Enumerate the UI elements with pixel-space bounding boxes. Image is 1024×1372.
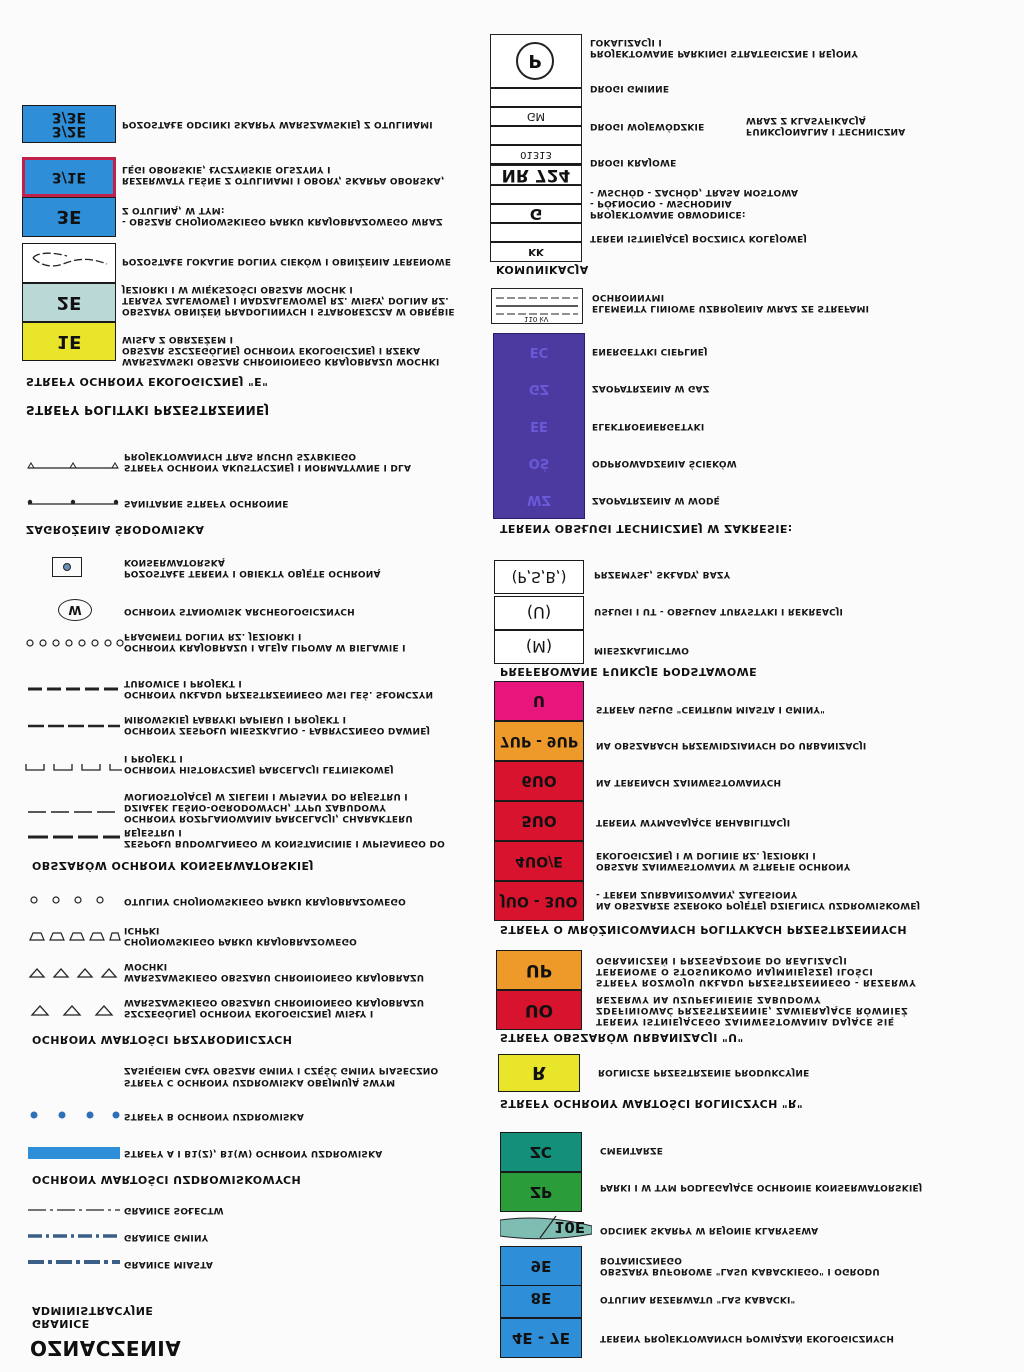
techniczne-gz-text: ZAOPATRZENIA W GAZ (592, 383, 710, 393)
konserwator-item-4a: OCHRONY ZESPOŁU MIESZKALNO - FABRYCZNEGO DAWNEJ (124, 725, 431, 735)
road-empty-cell (491, 186, 581, 204)
zroznicowane-2a: OBSZAR ZAINWESTOWANY W STREFIE OCHRONY (596, 861, 851, 871)
przyroda-item-2a: WARSZAWSKIEGO OBSZARU CHRONIONEGO KRAJOBRAZU (124, 972, 425, 982)
ekologia-skarpa: POZOSTAŁE ODCINKI SKARPY WARSZAWSKIEJ Z OTULINAMI (122, 119, 433, 129)
zone-3-3e-code: 3/3E (51, 109, 87, 125)
ekologia-3e-a: - OBSZAR CHOJNOWSKIEGO PARKU KRAJOBRAZOWEGO WRAZ (122, 216, 443, 226)
konserwator-item-2c: WOLNOSTOJĄCEJ W ZIELENI I WPISANY DO REJESTRU I (124, 791, 408, 801)
komunikacja-item-2b: - PÓŁNOCNO - WSCHODNIA (590, 198, 732, 208)
zroznicowane-header: STREFY O WRÓŻNICOWANYCH POLITYKACH PRZESTRZENNYCH (500, 923, 907, 936)
chpk-symbol (28, 931, 120, 943)
szczegolna-ochrona-symbol (28, 1005, 120, 1017)
zone-3-2e-3e-box (22, 105, 116, 143)
rolnicze-text: ROLNICZE PRZESTRZENIE PRODUKCYJNE (598, 1067, 810, 1077)
przyroda-item-1b: WARSZAWSKIEGO OBSZARU CHRONIONEGO KRAJOBRAZU (124, 997, 425, 1007)
uzdrowisko-item-2: STREFY B OCHRONY UZDROWISKA (124, 1111, 305, 1121)
legend-title: OZNACZENIA (30, 1336, 182, 1360)
tech-os-cell: OŚ (528, 455, 550, 470)
funkcje-header: PREFEROWANE FUNKCJE PODSTAWOWE (500, 665, 758, 678)
zroznicowane-2b: EKOLOGICZNEJ I W DOLINIE RZ. JEZIORKI I (596, 850, 816, 860)
zone-7up-9up-box: 7UP - 9UP (494, 721, 584, 761)
zone-3-2e-code: 3/2E (51, 123, 87, 139)
road-divider (491, 88, 581, 90)
granice-item-1: GRANICE MIASTA (124, 1259, 214, 1269)
zone-juo-3uo-box: JUO - 3UO (494, 881, 584, 921)
zone-r-box: R (498, 1054, 580, 1092)
solectwo-boundary-symbol (28, 1205, 120, 1215)
rolnicze-header: STREFY OCHRONY WARTOŚCI ROLNICZYCH "R" (500, 1097, 804, 1110)
techniczne-header: TERENY OBSŁUGI TECHNICZNEJ W ZAKRESIE: (500, 522, 793, 535)
zroznicowane-1a: NA OBSZARZE SZEROKO POJĘTEJ DZIELNICY UZDROWISKOWEJ (596, 900, 921, 910)
funkcje-u-text: USŁUGI I UT - OBSŁUGA TURYSTYKI I REKREACJI (594, 606, 844, 616)
road-g-cell: G (529, 205, 543, 223)
zone-2e-box: 2E (22, 283, 116, 322)
zone-4uo-e-box: 4UO/E (494, 841, 584, 881)
monument-square-symbol (52, 557, 82, 577)
eko-8e-text: OTULINA REZERWATU "LAS KABACKI" (600, 1294, 796, 1304)
tech-gz-cell: GZ (528, 381, 550, 396)
parking-p-symbol: P (516, 42, 554, 80)
konserwator-item-7: OCHRONY STANOWISK ARCHEOLOGICZNYCH (124, 606, 355, 616)
konserwator-item-2a: OCHRONY ROZPLANOWANIA PARCELACJI, CHARAKTERU (124, 813, 413, 823)
konserwator-item-5b: TUROWICE I PROJEKT I (124, 678, 242, 688)
komunikacja-header: KOMUNIKACJA (496, 263, 589, 276)
road-nr724-cell: NR 724 (491, 165, 581, 185)
zone-10e-symbol (500, 1212, 592, 1242)
przyroda-item-4: OTULINY CHOJNOWSKIEGO PARKU KRAJOBRAZOWEGO (124, 896, 406, 906)
komunikacja-item-6a: PROJEKTOWANE PARKINGI STRATEGICZNE I REJONY (590, 48, 859, 58)
acoustic-zone-symbol (28, 461, 118, 471)
local-valleys-box (22, 243, 116, 283)
wochk-symbol (28, 967, 120, 979)
zone-8e-box: 8E (500, 1278, 582, 1318)
konserwator-item-8a: POZOSTAŁE TERENY I OBIEKTY OBJĘTE OCHRONĄ (124, 568, 381, 578)
przyroda-item-3a: CHOJNOWSKIEGO PARKU KRAJOBRAZOWEGO (124, 936, 358, 946)
uzdrowisko-item-3a: STREFY C OCHRONY UZDROWISKA OBEJMUJĄ SWYM (124, 1077, 396, 1087)
road-empty-cell (491, 224, 581, 242)
eko-9e-text-a: OBSZARY BUFOROWE "LASU KABACKIEGO" I OGRODU (600, 1266, 880, 1276)
zagrozenia-item-1: SANITARNE STREFY OCHRONNE (124, 498, 289, 508)
road-01313-cell: 01313 (520, 149, 552, 161)
roads-stack (490, 34, 582, 262)
uzdrowisko-b-symbol (28, 1110, 120, 1120)
zroznicowane-1b: - TEREN ZURBANIZOWANY, ZALESIONY (596, 889, 798, 899)
monument-dot-icon (63, 563, 71, 571)
eko-9e-text-b: BOTANICZNEGO (600, 1255, 683, 1265)
techniczne-ee-text: ELEKTROENERGETYKI (592, 421, 705, 431)
utility-line-box (491, 288, 583, 324)
granice-item-3: GRANICE SOŁECTW (124, 1205, 224, 1215)
zone-3-1e-code: 3/1E (51, 169, 87, 185)
konserwator-item-4b: MIROWSKIEJ FABRYKI PAPIERU I PROJEKT I (124, 714, 347, 724)
zone-3e-box: 3E (22, 197, 116, 237)
komunikacja-item-6b: LOKALIZACJI I (590, 37, 662, 47)
uzdrowisko-header: OCHRONY WARTOŚCI UZDROWISKOWYCH (32, 1173, 302, 1186)
zone-zc-box: ZC (500, 1132, 582, 1172)
komunikacja-note-b: WRAZ Z KLASYFIKACJĄ (746, 115, 866, 125)
przyroda-item-3b: ICHPKI (124, 925, 160, 935)
uzdrowisko-item-1: STREFY A I B1(Z), B1(W) OCHRONY UZDROWISKA (124, 1148, 383, 1158)
letniskowa-symbol (24, 762, 124, 772)
tech-wz-cell: WZ (527, 492, 551, 507)
zone-uo-box: UO (496, 990, 582, 1030)
urbanizacja-uo-b: ZDEFINIOWAĆ PRZESTRZENNIE, ZAWIERAJĄCE RÓWNIEŻ (596, 1005, 909, 1015)
zroznicowane-6: STREFA USŁUG "CENTRUM MIASTA I GMINY" (596, 704, 826, 714)
ekologia-1e-b: OBSZAR SZCZEGÓLNEJ OCHRONY EKOLOGICZNEJ I RZEKA (122, 345, 421, 355)
konserwator-item-6a: OCHRONY KRAJOBRAZU I ALEJA LIPOWA W BIELAWIE I (124, 642, 406, 652)
function-psb-box: (P,S,B,) (494, 560, 584, 594)
techniczne-line-b: OCHRONNYMI (592, 292, 665, 302)
komunikacja-item-4: DROGI WOJEWÓDZKIE (590, 121, 705, 131)
urbanizacja-header: STREFY OBSZARÓW URBANIZACJI "U" (500, 1031, 744, 1044)
konserwator-item-8b: KONSERWATORSKĄ (124, 557, 226, 567)
komunikacja-item-2a: PROJEKTOWANE OBWODNICE: (590, 209, 746, 219)
zroznicowane-3: TERENY WYMAGAJĄCE REHABILITACJI (596, 817, 791, 827)
urbanizacja-up-b: TERENOWE O STOSUNKOWO NAJMNIEJSZEJ ILOŚCI (596, 966, 874, 976)
konserwator-item-3a: OCHRONY HISTORYCZNEJ PARCELACJI LETNISKOWEJ (124, 764, 394, 774)
commune-boundary-symbol (28, 1230, 120, 1242)
zagrozenia-item-2b: PROJEKTOWANYCH TRAS RUCHU SZYBKIEGO (124, 451, 357, 461)
ekologia-3-1e-b: LĘGI OBORSKIE, ŁYCZYŃSKIE OLSZYNY I (122, 164, 331, 174)
slomczyn-symbol (28, 684, 120, 694)
mirowska-symbol (28, 721, 120, 731)
konserwator-item-1a: ZESPOŁU BUDOWLANEGO W KONSTANCINIE I WPISANEGO DO (124, 838, 445, 848)
zielen-zc-text: CMENTARZE (600, 1145, 664, 1155)
konserwator-item-5a: OCHRONY UKŁADU PRZESTRZENNEGO WSI LEŚ. SŁOMCZYN (124, 689, 434, 699)
eko-4e-7e-text: TERENY PROJEKTOWANYCH POWIĄZAŃ EKOLOGICZNYCH (600, 1333, 895, 1343)
ekologia-header: STREFY OCHRONY EKOLOGICZNEJ "E" (26, 375, 269, 388)
komunikacja-item-2c: - WSCHÓD - ZACHÓD, TRASA MOSTOWA (590, 187, 799, 197)
przyroda-header: OCHRONY WARTOŚCI PRZYRODNICZYCH (32, 1033, 293, 1046)
komunikacja-note-a: FUNKCJONALNA I TECHNICZNA (746, 126, 906, 136)
tech-ec-cell: EC (529, 344, 549, 360)
zone-1e-box: 1E (22, 322, 116, 361)
zone-u-box: U (494, 681, 584, 721)
granice-item-2: GRANICE GMINY (124, 1232, 209, 1242)
otulina-chpk-symbol (28, 895, 120, 905)
techniczne-line-a: ELEMENTY LINIOWE UZBROJENIA WRAZ ZE STREFAMI (592, 303, 870, 313)
funkcje-psb-text: PRZEMYSŁ, SKŁADY, BAZY (594, 569, 731, 579)
ekologia-1e-c: WISŁA Z OBRZEŻEM I (122, 334, 234, 344)
valley-wave-icon (23, 244, 115, 282)
techniczne-os-text: ODPROWADZENIA ŚCIEKÓW (592, 458, 737, 468)
road-empty-cell (491, 127, 581, 145)
zone-5uo-box: 5UO (494, 801, 584, 841)
archeology-w-symbol: W (58, 599, 92, 621)
zagrozenia-header: ZAGROŻENIA ŚRODOWISKA (26, 523, 205, 536)
zespol-budowlany-symbol (28, 832, 120, 842)
ekologia-local-valleys: POZOSTAŁE LOKALNE DOLINY CIEKÓW I OBNIŻENIA TERENOWE (122, 256, 452, 266)
urbanizacja-uo-c: REZERWY NA UZUPEŁNIENIE ZABUDOWY (596, 994, 822, 1004)
zone-4e-7e-box: 4E - 7E (500, 1318, 582, 1358)
function-u-box: (U) (494, 596, 584, 630)
road-gm-cell: GM (526, 110, 545, 124)
przyroda-item-2b: WOCHKI (124, 961, 168, 971)
zielen-zp-text: PARKI I W TYM PODLEGAJĄCE OCHRONIE KONSERWATORSKIEJ (600, 1182, 923, 1192)
ekologia-1e-a: WARSZAWSKI OBSZAR CHRONIONEGO KRAJOBRAZU WOCHKI (122, 356, 440, 366)
sanitary-zone-symbol (28, 498, 118, 508)
konserwator-item-2b: DZIAŁEK LEŚNO-OGRODOWYCH, TYPU ZABUDOWY (124, 802, 387, 812)
ekologia-3-1e-a: REZERWATY LEŚNE Z OTULINAMI I OBORY, SKARPA OBORSKA, (122, 175, 445, 185)
eko-10e-text: ODCINEK SKARPY W REJONIE KLARYSEWA (600, 1225, 819, 1235)
konserwator-item-6b: FRAGMENT DOLINY RZ. JEZIORKI I (124, 631, 302, 641)
urbanizacja-uo-a: TERENY ISTNIEJĄCEGO ZAINWESTOWANIA DAJĄCE SIĘ (596, 1016, 895, 1026)
ekologia-3e-b: Z OTULINĄ, W TYM: (122, 205, 225, 215)
parcelacja-symbol (28, 807, 120, 817)
komunikacja-item-3: DROGI KRAJOWE (590, 157, 677, 167)
komunikacja-item-5: DROGI GMINNE (590, 83, 670, 93)
technical-zones-stack (493, 333, 585, 519)
przyroda-item-1a: SZCZEGÓLNEJ OCHRONY EKOLOGICZNEJ WISŁY I (124, 1008, 374, 1018)
utility-line-label: 110 kV (524, 315, 549, 323)
zone-zp-box: ZP (500, 1172, 582, 1212)
function-m-box: (M) (494, 630, 584, 664)
zroznicowane-4: NA TERENACH ZAINWESTOWANYCH (596, 777, 782, 787)
konserwator-item-3b: I PROJEKT I (124, 753, 183, 763)
uzdrowisko-item-3b: ZASIĘGIEM CAŁY OBSZAR GMINY I CZĘŚĆ GMINY PIASECZNO (124, 1065, 439, 1075)
techniczne-wz-text: ZAOPATRZENIA W WODĘ (592, 495, 720, 505)
city-boundary-symbol (28, 1256, 120, 1268)
zone-3-1e-box (22, 157, 116, 197)
zone-10e-code: 10E (554, 1218, 586, 1236)
urbanizacja-up-c: OGRANICZEŃ I PRZESĄDZONE DO REALIZACJI (596, 955, 848, 965)
zone-up-box: UP (496, 950, 582, 990)
uzdrowisko-a-b-symbol (28, 1147, 120, 1159)
zone-9e-box: 9E (500, 1246, 582, 1286)
zagrozenia-item-2a: STREFY OCHRONY AKUSTYCZNEJ I NORMATYWNE I DLA (124, 462, 412, 472)
road-kk-cell: KK (528, 246, 544, 258)
funkcje-m-text: MIESZKALNICTWO (594, 645, 690, 655)
granice-header-1: GRANICE (32, 1317, 90, 1330)
ekologia-2e-c: JEZIORKI I W WIĘKSZOŚCI OBSZAR WOCHK I (122, 284, 353, 294)
ekologia-2e-b: TERASY ZALEWOWEJ I NADZALEWOWEJ RZ. WISŁY, DOLINA RZ. (122, 295, 449, 305)
komunikacja-item-1: TEREN ISTNIEJĄCEJ BOCZNICY KOLEJOWEJ (590, 233, 808, 243)
konserwator-header: OBSZARÓW OCHRONY KONSERWATORSKIEJ (32, 859, 314, 872)
konserwator-item-1b: REJESTRU I (124, 827, 182, 837)
tech-ee-cell: EE (530, 418, 548, 433)
techniczne-ec-text: ENERGETYKI CIEPLNEJ (592, 346, 708, 356)
zone-6uo-box: 6UO (494, 761, 584, 801)
polityki-header: STREFY POLITYKI PRZESTRZENNEJ (26, 403, 270, 417)
urbanizacja-up-a: STREFY ROZWOJU UKŁADU PRZESTRZENNEGO - REZERWY (596, 977, 917, 987)
ekologia-2e-a: OBSZARY OBNIŻEŃ PRADOLINNYCH I STAROREZCZA W OBRĘBIE (122, 306, 455, 316)
aleja-lipowa-symbol (26, 638, 122, 648)
zroznicowane-5: NA OBSZARACH PRZEWIDZIANYCH DO URBANIZACJI (596, 740, 867, 750)
road-empty-cell (491, 89, 581, 107)
granice-header-2: ADMINISTRACYJNE (32, 1304, 154, 1317)
